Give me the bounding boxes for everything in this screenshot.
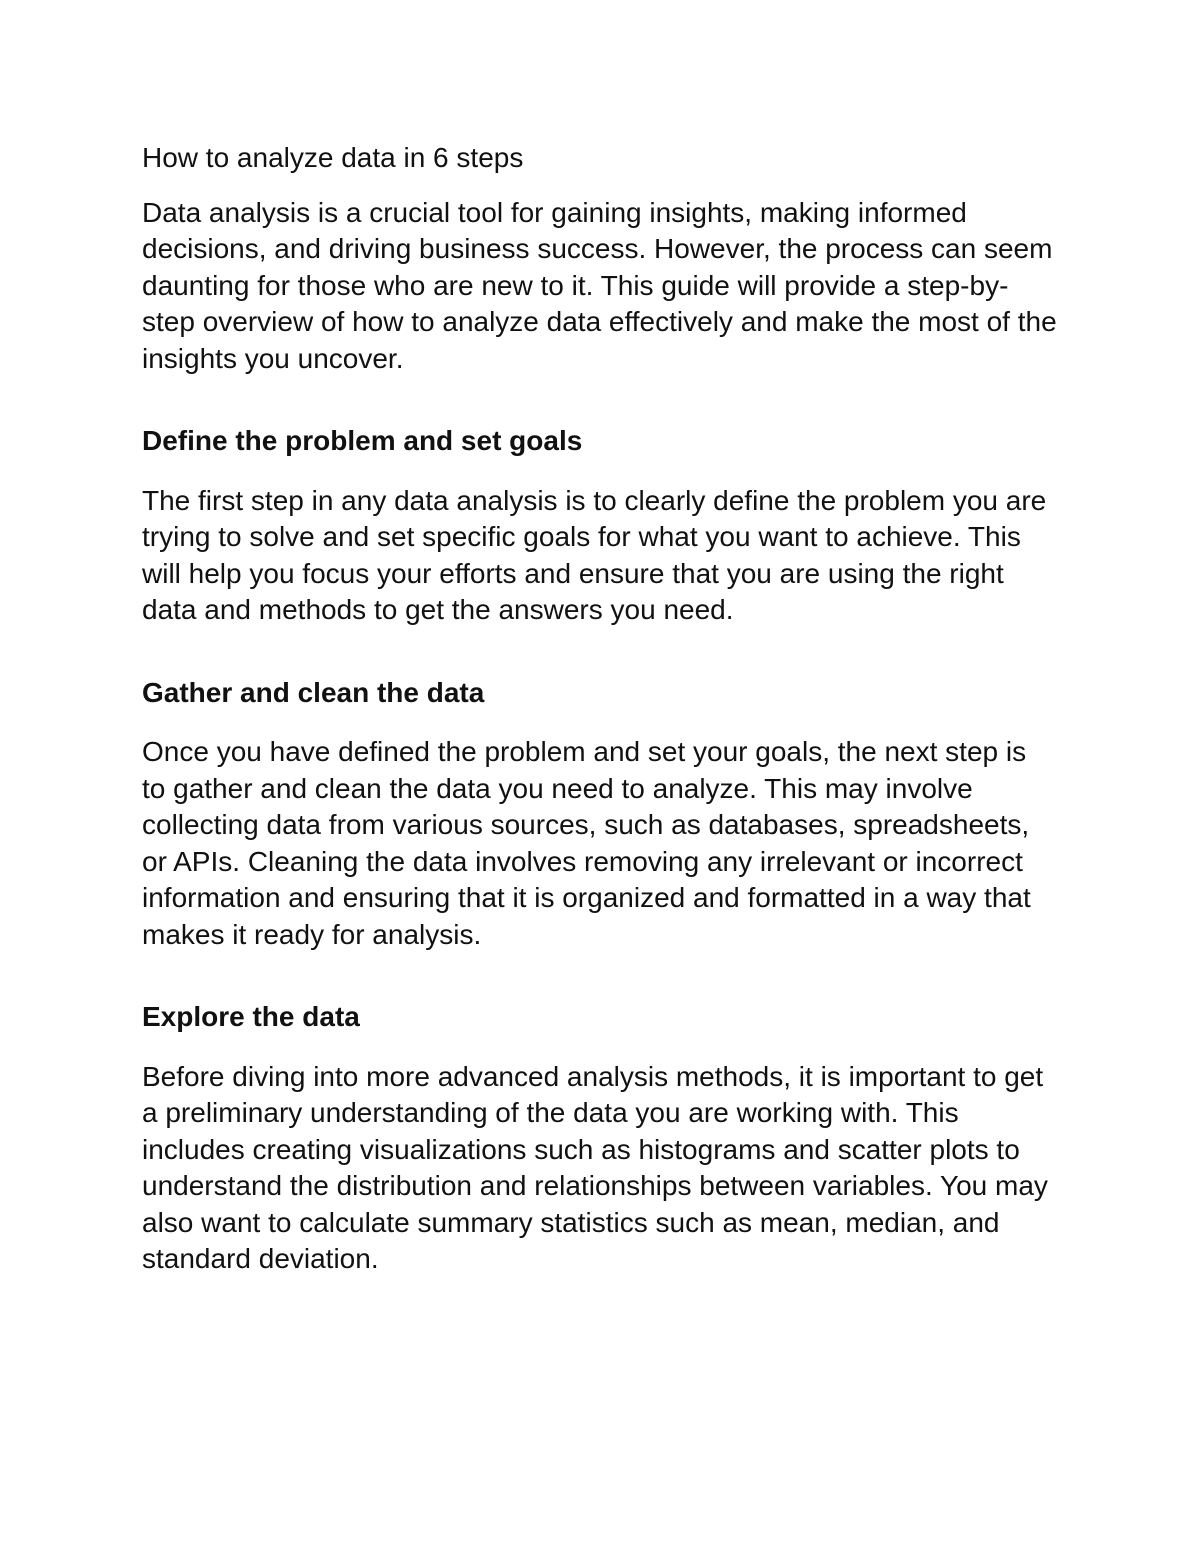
section-heading-gather-clean: Gather and clean the data — [142, 676, 485, 708]
section-body-define-problem: The first step in any data analysis is to clearly define the problem you are trying to solve and set specific goals for what you want to achieve. This will help you focus your efforts and ensure that you are using the right data and methods to get the answers you need. — [142, 484, 1047, 625]
intro-paragraph: Data analysis is a crucial tool for gaining insights, making informed decisions, and driving business success. However, the process can seem daunting for those who are new to it. This guide will provide a step-by-step overview of how to analyze data effectively and make the most of the insights you uncover. — [142, 196, 1057, 374]
document-page — [142, 140, 1057, 1278]
section-heading-define-problem: Define the problem and set goals — [142, 425, 583, 456]
document-title: How to analyze data in 6 steps — [142, 142, 524, 173]
section-body-explore-data: Before diving into more advanced analysis methods, it is important to get a preliminary understanding of the data you are working with. This includes creating visualizations such as histograms and scatter plots to understand the distribution and relationships between variables. You may also want to calculate summary statistics such as mean, median, and standard deviation. — [142, 1060, 1048, 1274]
section-heading-explore-data: Explore the data — [142, 1001, 360, 1032]
section-body-gather-clean: Once you have defined the problem and set your goals, the next step is to gather and clean the data you need to analyze. This may involve collecting data from various sources, such as databases, spreadsheets, or APIs. Cleaning the data involves removing any irrelevant or incorrect information and ensuring that it is organized and formatted in a way that makes it ready for analysis. — [142, 736, 1031, 950]
